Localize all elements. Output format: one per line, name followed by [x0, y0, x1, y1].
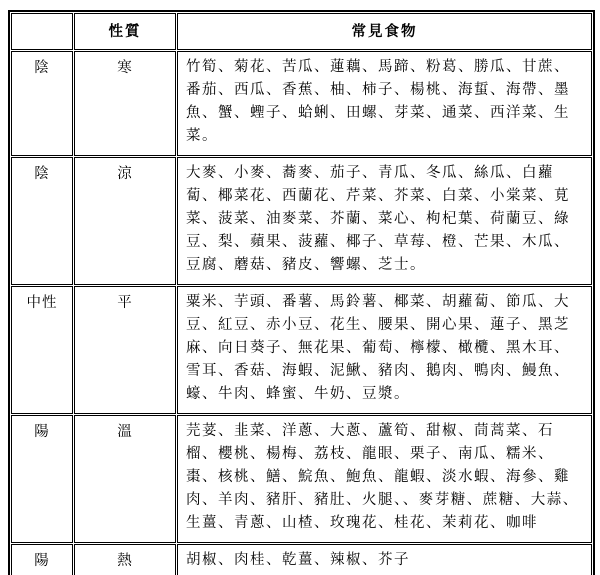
category-cell: 陽	[11, 544, 73, 575]
table-row-yin-cold	[11, 51, 592, 156]
foods-cell: 大麥、小麥、蕎麥、茄子、青瓜、冬瓜、絲瓜、白蘿蔔、椰菜花、西蘭花、芹菜、芥菜、白菜、小棠菜、莧菜、菠菜、油麥菜、芥蘭、菜心、枸杞葉、荷蘭豆、綠豆、梨、蘋果、菠蘿、椰子、草莓、橙、芒果、木瓜、豆腐、蘑菇、豬皮、響螺、芝士。	[177, 157, 592, 285]
category-cell: 陽	[11, 415, 73, 543]
category-cell: 陰	[11, 51, 73, 156]
foods-cell: 竹筍、菊花、苦瓜、蓮藕、馬蹄、粉葛、勝瓜、甘蔗、番茄、西瓜、香蕉、柚、柿子、楊桃、海蜇、海帶、墨魚、蟹、蟶子、蛤蜊、田螺、芽菜、通菜、西洋菜、生菜。	[177, 51, 592, 156]
property-cell: 平	[74, 286, 176, 414]
table-row-neutral-flat	[11, 286, 592, 414]
col-header-common-foods: 常見食物	[177, 13, 592, 50]
col-header-property: 性質	[74, 13, 176, 50]
property-cell: 寒	[74, 51, 176, 156]
category-cell: 中性	[11, 286, 73, 414]
foods-cell: 芫荽、韭菜、洋蔥、大蔥、蘆筍、甜椒、茼蒿菜、石榴、櫻桃、楊梅、荔枝、龍眼、栗子、南瓜、糯米、棗、核桃、鱔、鯇魚、鮑魚、龍蝦、淡水蝦、海參、雞肉、羊肉、豬肝、豬肚、火腿、、麥芽糖、蔗糖、大蒜、生薑、青蔥、山楂、玫瑰花、桂花、茉莉花、咖啡	[177, 415, 592, 543]
corner-cell	[11, 13, 73, 50]
table-row-yang-warm	[11, 415, 592, 543]
category-cell: 陰	[11, 157, 73, 285]
food-properties-table	[8, 10, 595, 575]
table-row-yin-cool	[11, 157, 592, 285]
header-row	[11, 13, 592, 50]
property-cell: 涼	[74, 157, 176, 285]
property-cell: 溫	[74, 415, 176, 543]
table-row-yang-hot	[11, 544, 592, 575]
foods-cell: 粟米、芋頭、番薯、馬鈴薯、椰菜、胡蘿蔔、節瓜、大豆、紅豆、赤小豆、花生、腰果、開心果、蓮子、黑芝麻、向日葵子、無花果、葡萄、檸檬、橄欖、黑木耳、雪耳、香菇、海蝦、泥鰍、豬肉、鵝肉、鴨肉、鰻魚、蠔、牛肉、蜂蜜、牛奶、豆漿。	[177, 286, 592, 414]
property-cell: 熱	[74, 544, 176, 575]
foods-cell: 胡椒、肉桂、乾薑、辣椒、芥子	[177, 544, 592, 575]
